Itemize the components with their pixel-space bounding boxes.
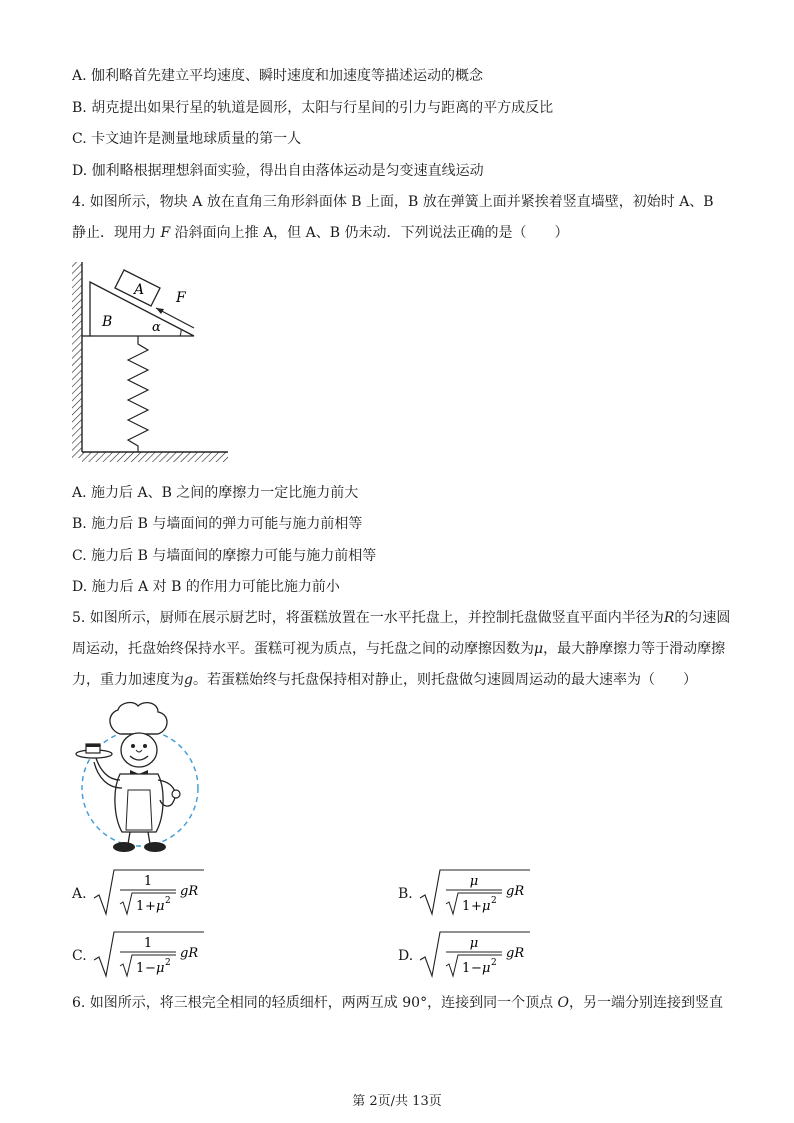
svg-text:1: 1 [136,961,145,976]
q5-stem: 5. 如图所示，厨师在展示厨艺时，将蛋糕放置在一水平托盘上，并控制托盘做竖直平面内半径为R的匀速圆周运动，托盘始终保持水平。蛋糕可视为质点，与托盘之间的动摩擦因数为μ，最大静摩擦力等于滑动摩擦力，重力加速度为g。若蛋糕始终与托盘保持相对静止，则托盘做匀速圆周运动的最大速率为（ ） [72,610,731,688]
q4-stem-line1: 4. 如图所示，物块 A 放在直角三角形斜面体 B 上面，B 放在弹簧上面并紧挨着竖直墙壁，初始时 A、B [72,194,714,210]
svg-text:μ: μ [469,874,479,889]
q5-chef-figure [72,700,212,860]
svg-text:gR: gR [506,946,525,961]
right-shoe [144,842,166,852]
chef-body [115,774,163,832]
q3-option-a: A. 伽利略首先建立平均速度、瞬时速度和加速度等描述运动的概念 [72,68,484,84]
q4-incline-spring-figure [68,256,234,466]
svg-text:μ: μ [482,961,491,976]
label-a: A [134,282,145,298]
svg-text:μ: μ [469,936,479,951]
q6-stem: 6. 如图所示，将三根完全相同的轻质细杆，两两互成 90°，连接到同一个顶点 O，另一端分别连接到竖直 [72,995,724,1011]
svg-text:μ: μ [482,899,491,914]
q4-stem-line2: 静止．现用力 F 沿斜面向上推 A，但 A、B 仍未动．下列说法正确的是（ ） [72,225,569,241]
chef-hat [110,703,167,734]
left-shoe [113,842,135,852]
svg-text:2: 2 [165,896,171,906]
svg-text:2: 2 [491,896,497,906]
q4-option-b: B. 施力后 B 与墙面间的弹力可能与施力前相等 [72,516,363,532]
svg-text:1: 1 [462,961,471,976]
svg-text:2: 2 [491,958,497,968]
svg-text:1: 1 [462,899,471,914]
svg-text:1: 1 [143,874,153,889]
q3-option-c: C. 卡文迪许是测量地球质量的第一人 [72,131,302,147]
svg-text:1: 1 [136,899,145,914]
spring [128,336,148,452]
q4-option-d: D. 施力后 A 对 B 的作用力可能比施力前小 [72,579,340,595]
svg-text:gR: gR [180,946,199,961]
q3-option-d: D. 伽利略根据理想斜面实验，得出自由落体运动是匀变速直线运动 [72,163,484,179]
floor-hatch [82,452,228,462]
svg-text:−: − [145,961,156,976]
svg-text:μ: μ [156,961,165,976]
q3-option-b: B. 胡克提出如果行星的轨道是圆形，太阳与行星间的引力与距离的平方成反比 [72,100,554,116]
svg-text:+: + [471,899,482,914]
q4-option-a: A. 施力后 A、B 之间的摩擦力一定比施力前大 [72,485,359,501]
svg-text:−: − [471,961,482,976]
chef-head [121,733,157,767]
svg-text:gR: gR [180,884,199,899]
svg-text:+: + [145,899,156,914]
wall-hatch [72,262,82,458]
page-number-footer: 第 2页/共 13页 [352,1094,442,1109]
label-b: B [102,314,113,330]
label-f: F [176,290,186,306]
svg-text:1: 1 [143,936,153,951]
svg-text:2: 2 [165,958,171,968]
svg-text:gR: gR [506,884,525,899]
svg-text:μ: μ [156,899,165,914]
label-alpha: α [152,320,161,335]
q4-option-c: C. 施力后 B 与墙面间的摩擦力可能与施力前相等 [72,548,377,564]
